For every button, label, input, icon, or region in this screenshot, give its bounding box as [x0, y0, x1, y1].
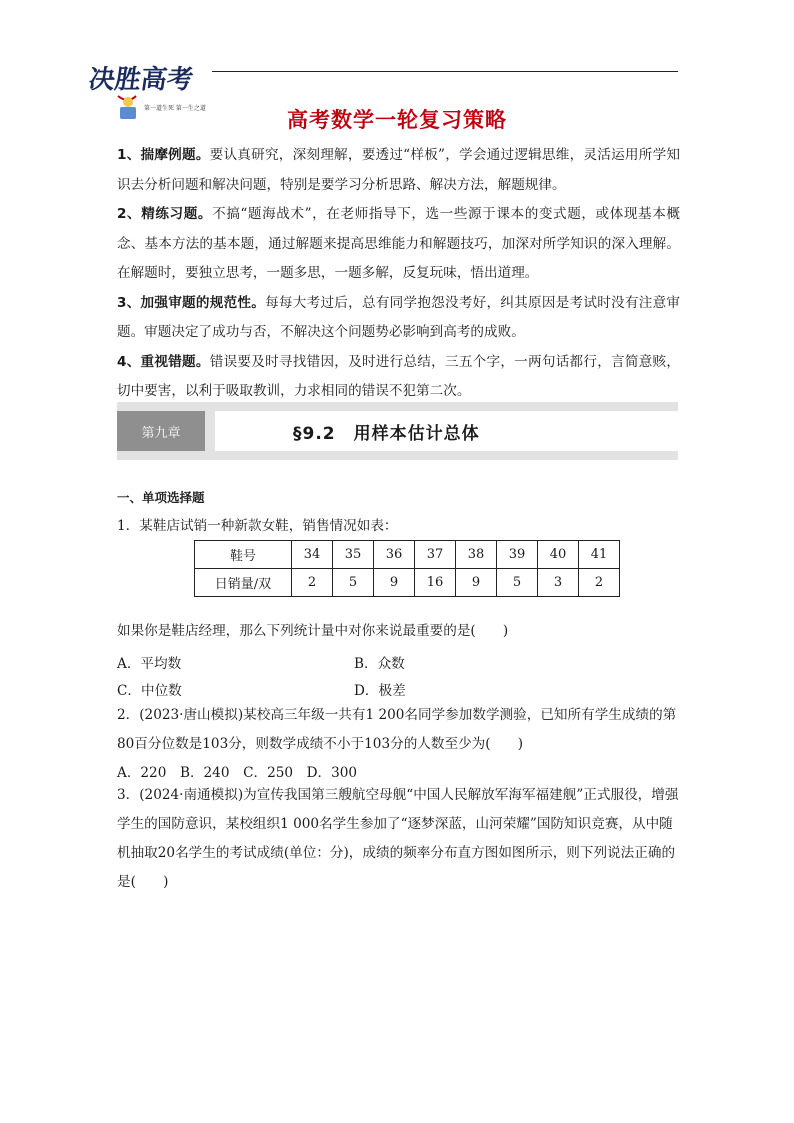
table-cell: 鞋号 [195, 541, 292, 569]
section-heading: 一、单项选择题 [117, 490, 205, 505]
table-cell: 9 [456, 569, 497, 597]
table-cell: 39 [497, 541, 538, 569]
table-cell: 5 [333, 569, 374, 597]
table-cell: 34 [292, 541, 333, 569]
table-cell: 2 [292, 569, 333, 597]
strategy-item: 3、加强审题的规范性。每每大考过后，总有同学抱怨没考好，纠其原因是考试时没有注意审题。审题决定了成功与否，不解决这个问题势必影响到高考的成败。 [117, 294, 680, 340]
table-cell: 40 [538, 541, 579, 569]
chapter-tag: 第九章 [117, 411, 205, 451]
header-rule [212, 71, 678, 72]
table-cell: 日销量/双 [195, 569, 292, 597]
chapter-title-box [215, 411, 678, 451]
option-c: C．中位数 [117, 683, 182, 699]
page-title: 高考数学一轮复习策略 [287, 108, 507, 132]
strategy-item: 4、重视错题。错误要及时寻找错因，及时进行总结，三五个字，一两句话都行，言简意赅，切中要害，以利于吸取教训，力求相同的错误不犯第二次。 [117, 353, 680, 399]
table-cell: 16 [415, 569, 456, 597]
table-row [195, 569, 620, 597]
table-cell: 3 [538, 569, 579, 597]
option-d: D．极差 [354, 683, 406, 699]
question-2-stem: 2．(2023·唐山模拟)某校高三年级一共有1 200名同学参加数学测验，已知所有学生成绩的第80百分位数是103分，则数学成绩不小于103分的人数至少为( ) [117, 707, 677, 752]
table-cell: 37 [415, 541, 456, 569]
option-b: B．众数 [354, 656, 405, 672]
table-cell: 41 [579, 541, 620, 569]
option-a: A．平均数 [117, 656, 182, 672]
strategy-item: 1、揣摩例题。要认真研究，深刻理解，要透过“样板”，学会通过逻辑思维，灵活运用所学知识去分析问题和解决问题，特别是要学习分析思路、解决方法，解题规律。 [117, 147, 680, 193]
table-cell: 5 [497, 569, 538, 597]
question-2-options: A．220 B．240 C．250 D．300 [117, 765, 358, 781]
logo-text: 决胜高考 [88, 65, 195, 95]
table-cell: 38 [456, 541, 497, 569]
table-cell: 36 [374, 541, 415, 569]
shoe-sales-table [194, 540, 620, 597]
chapter-title: §9.2 用样本估计总体 [293, 423, 480, 444]
strategy-item: 2、精练习题。不搞“题海战术”，在老师指导下，选一些源于课本的变式题，或体现基本概念、基本方法的基本题，通过解题来提高思维能力和解题技巧，加深对所学知识的深入理解。在解题时，要独立思考，一题多思，一题多解，反复玩味，悟出道理。 [117, 206, 680, 281]
question-3-stem: 3．(2024·南通模拟)为宣传我国第三艘航空母舰“中国人民解放军海军福建舰”正式服役，增强学生的国防意识，某校组织1 000名学生参加了“逐梦深蓝，山河荣耀”国防知识竞赛，从中随机抽取20名学生的考试成绩(单位：分)，成绩的频率分布直方图如图所示，则下列说法正确的是( ) [117, 787, 679, 890]
table-row [195, 541, 620, 569]
question-1-stem: 1．某鞋店试销一种新款女鞋，销售情况如表： [117, 518, 398, 534]
table-cell: 2 [579, 569, 620, 597]
strategy-list [117, 141, 680, 407]
table-cell: 9 [374, 569, 415, 597]
question-1-text: 如果你是鞋店经理，那么下列统计量中对你来说最重要的是( ) [117, 623, 509, 639]
table-cell: 35 [333, 541, 374, 569]
chapter-banner [117, 402, 678, 460]
logo-subtext: 第一道生死 第一生之道 [144, 105, 206, 112]
